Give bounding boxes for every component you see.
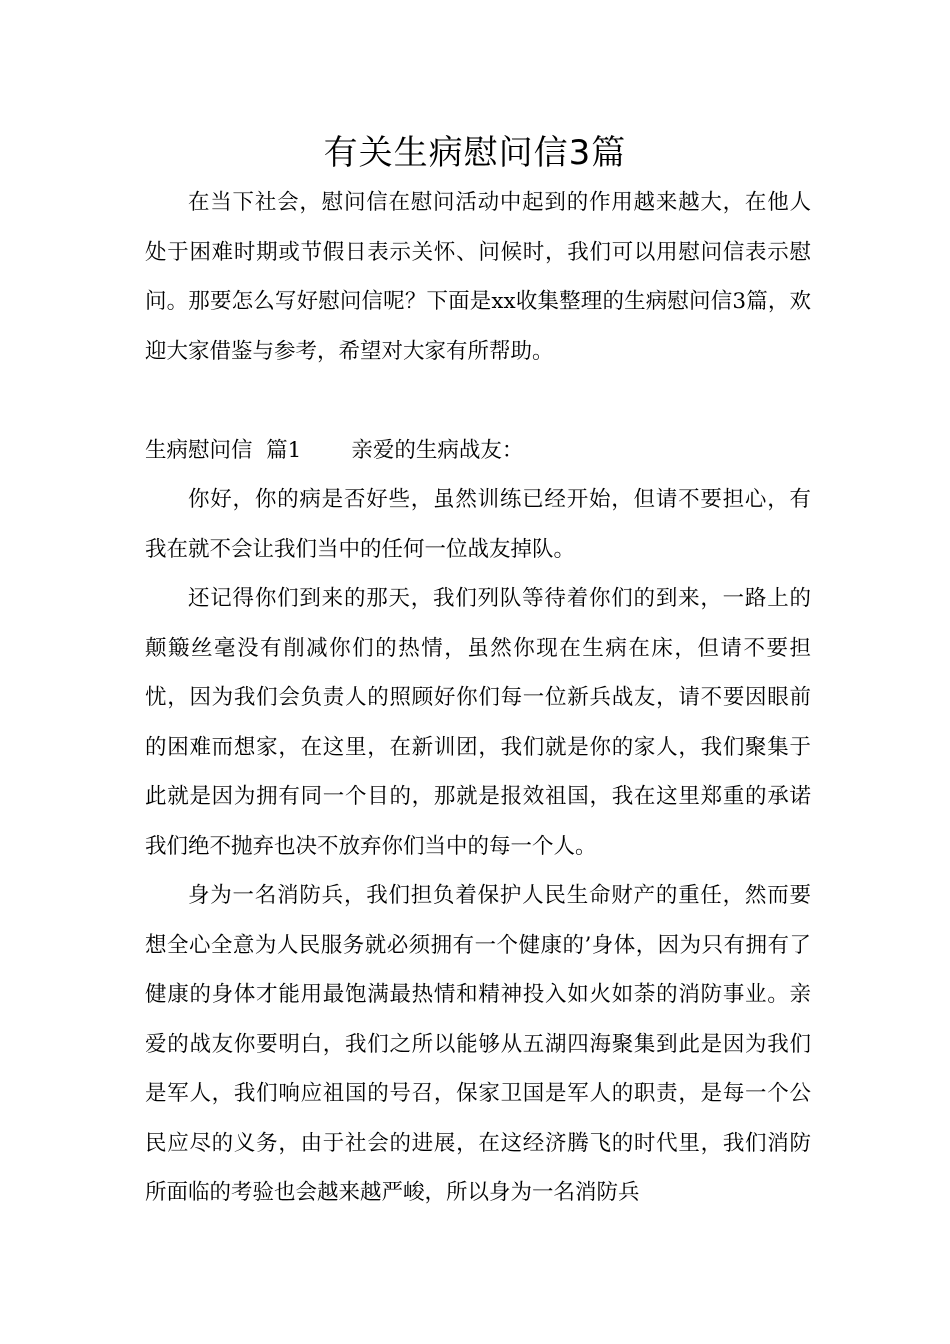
intro-paragraph: 在当下社会，慰问信在慰问活动中起到的作用越来越大，在他人处于困难时期或节假日表示关怀、问候时，我们可以用慰问信表示慰问。那要怎么写好慰问信呢？下面是xx收集整理的生病慰问信3篇，欢迎大家借鉴与参考，希望对大家有所帮助。 [145, 190, 811, 364]
salutation: 亲爱的生病战友： [351, 437, 524, 463]
section-heading: 生病慰问信 篇1 [145, 437, 302, 463]
paragraph-gap [145, 376, 811, 426]
body-paragraph-1: 你好，你的病是否好些，虽然训练已经开始，但请不要担心，有我在就不会让我们当中的任何一位战友掉队。 [145, 487, 811, 562]
document-title: 有关生病慰问信3篇 [323, 133, 627, 173]
body-paragraph-3: 身为一名消防兵，我们担负着保护人民生命财产的重任，然而要想全心全意为人民服务就必须拥有一个健康的’身体，因为只有拥有了健康的身体才能用最饱满最热情和精神投入如火如荼的消防事业。亲爱的战友你要明白，我们之所以能够从五湖四海聚集到此是因为我们是军人，我们响应祖国的号召，保家卫国是军人的职责，是每一个公民应尽的义务，由于社会的进展，在这经济腾飞的时代里，我们消防所面临的考验也会越来越严峻，所以身为一名消防兵 [145, 883, 811, 1205]
section-heading-line [145, 426, 811, 476]
body-paragraph-2: 还记得你们到来的那天，我们列队等待着你们的到来，一路上的颠簸丝毫没有削减你们的热情，虽然你现在生病在床，但请不要担忧，因为我们会负责人的照顾好你们每一位新兵战友，请不要因眼前的困难而想家，在这里，在新训团，我们就是你的家人，我们聚集于此就是因为拥有同一个目的，那就是报效祖国，我在这里郑重的承诺我们绝不抛弃也决不放弃你们当中的每一个人。 [145, 586, 811, 859]
document-body [145, 178, 811, 1218]
